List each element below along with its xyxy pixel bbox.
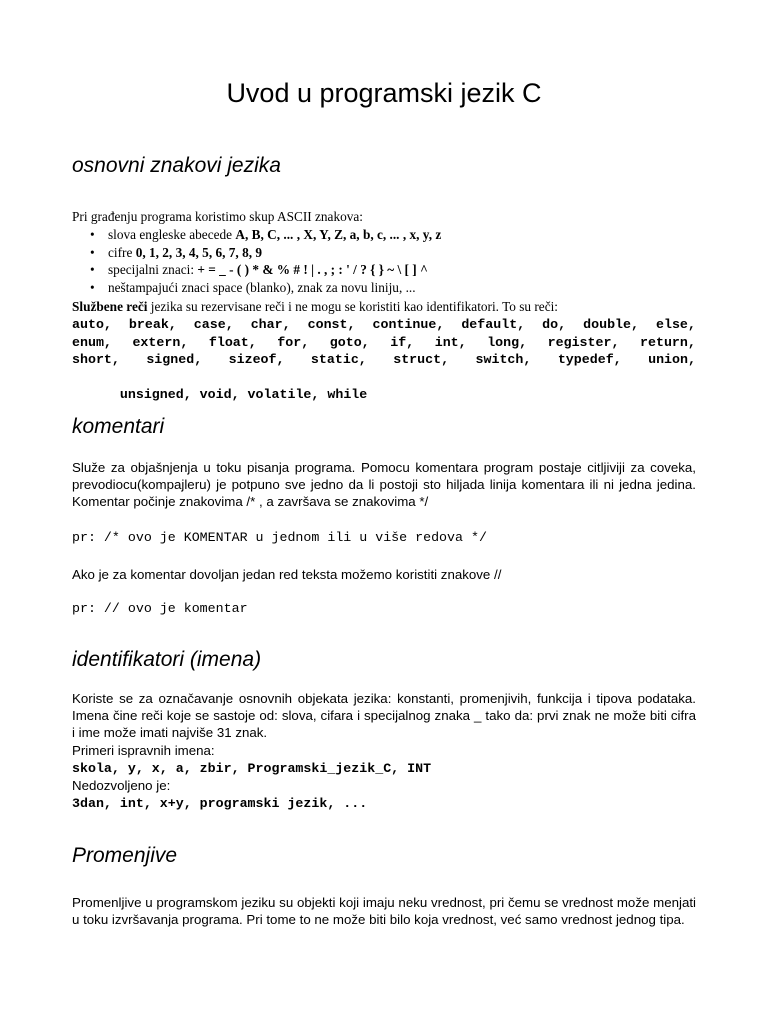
list-item: [90, 226, 696, 244]
keyword: do,: [542, 317, 567, 332]
document-title: Uvod u programski jezik C: [226, 78, 542, 108]
keyword: long,: [487, 334, 528, 350]
keyword: else,: [655, 317, 696, 332]
reserved-words-bold: Službene reči: [72, 299, 148, 314]
keyword: signed,: [146, 352, 203, 367]
identifikatori-paragraph: Koriste se za označavanje osnovnih objekata jezika: konstanti, promenjivih, funkcija i tipova podataka. Imena čine reči koje se sastoje od: slova, cifara i specijalnog znaka _ tako da: prvi znak ne može biti cifra i ime može imati najviše 31 znak.: [72, 691, 696, 740]
keyword: union,: [648, 352, 696, 367]
keyword: continue,: [372, 317, 445, 332]
list-item-label: cifre: [108, 244, 136, 260]
keyword: short,: [72, 352, 120, 367]
bullet-icon: •: [90, 244, 95, 260]
promenjive-paragraph: Promenljive u programskom jeziku su objekti koji imaju neku vrednost, pri čemu se vrednost može menjati u toku izvršavanja programa. Pri tome to ne može biti bilo koja vrednost, već samo vrednost jednog tipa.: [72, 895, 696, 927]
komentari-paragraph: Služe za objašnjenja u toku pisanja programa. Pomocu komentara program postaje citljiviji za coveka, prevodiocu(kompajleru) je potpuno sve jedno da li postoji sto hiljada linija komentara ili ni jedna jedina. Komentar počinje znakovima /* , a završava se znakovima */: [72, 460, 696, 509]
heading-komentari: komentari: [72, 415, 165, 438]
keyword: return,: [640, 334, 696, 350]
znakovi-intro: Pri građenju programa koristimo skup ASCII znakova:: [72, 209, 364, 224]
list-item-label: specijalni znaci:: [108, 262, 198, 277]
list-item: [90, 261, 696, 279]
keyword: double,: [583, 317, 639, 332]
komentar-example-line: pr: // ovo je komentar: [72, 601, 248, 616]
keyword: if,: [390, 334, 415, 350]
list-item-label: slova engleske abecede: [108, 227, 236, 242]
heading-identifikatori: identifikatori (imena): [72, 648, 262, 671]
keyword: sizeof,: [228, 352, 285, 367]
keyword: switch,: [475, 352, 532, 367]
keyword: const,: [307, 317, 356, 332]
keyword: break,: [128, 317, 177, 332]
keyword: unsigned, void, volatile, while: [119, 387, 368, 402]
keyword: char,: [250, 317, 291, 332]
keyword-list: [72, 316, 696, 421]
bullet-icon: •: [90, 262, 95, 277]
keyword: extern,: [132, 334, 189, 350]
valid-names-label: Primeri ispravnih imena:: [72, 743, 215, 758]
reserved-words-intro: [72, 298, 696, 316]
invalid-names-examples: 3dan, int, x+y, programski jezik, ...: [72, 796, 368, 811]
keyword: goto,: [329, 334, 370, 350]
bullet-icon: •: [90, 227, 95, 242]
komentari-paragraph-2: Ako je za komentar dovoljan jedan red teksta možemo koristiti znakove //: [72, 567, 502, 582]
keyword: default,: [461, 317, 526, 332]
list-item-value: + = _ - ( ) * & % # ! | . , ; : ' / ? { } ~ \ [ ] ^: [197, 262, 428, 277]
list-item-value: A, B, C, ... , X, Y, Z, a, b, c, ... , x, y, z: [235, 227, 442, 242]
keyword: int,: [434, 334, 467, 350]
valid-names-examples: skola, y, x, a, zbir, Programski_jezik_C, INT: [72, 761, 432, 776]
keyword: case,: [193, 317, 234, 332]
list-item-label: neštampajući znaci space (blanko), znak za novu liniju, ...: [108, 279, 416, 295]
keyword: static,: [310, 352, 367, 367]
keyword: register,: [547, 334, 620, 350]
heading-promenjive: Promenjive: [72, 844, 178, 867]
list-item: [90, 244, 696, 262]
heading-osnovni-znakovi: osnovni znakovi jezika: [72, 154, 281, 177]
keyword-line: [72, 316, 696, 334]
keyword-line: [72, 369, 696, 422]
keyword: struct,: [393, 352, 450, 367]
reserved-words-text: jezika su rezervisane reči i ne mogu se koristiti kao identifikatori. To su reči:: [147, 299, 558, 314]
komentar-example-block: pr: /* ovo je KOMENTAR u jednom ili u više redova */: [72, 530, 487, 545]
keyword: float,: [208, 334, 257, 350]
keyword: typedef,: [557, 352, 622, 367]
keyword-line: [72, 351, 696, 369]
invalid-names-label: Nedozvoljeno je:: [72, 778, 171, 793]
list-item-value: 0, 1, 2, 3, 4, 5, 6, 7, 8, 9: [135, 244, 263, 260]
ascii-list: [90, 226, 696, 296]
keyword: for,: [277, 334, 310, 350]
keyword-line: [72, 334, 696, 352]
list-item: [90, 279, 696, 297]
keyword: enum,: [72, 334, 112, 350]
keyword: auto,: [72, 317, 112, 332]
bullet-icon: •: [90, 279, 95, 295]
